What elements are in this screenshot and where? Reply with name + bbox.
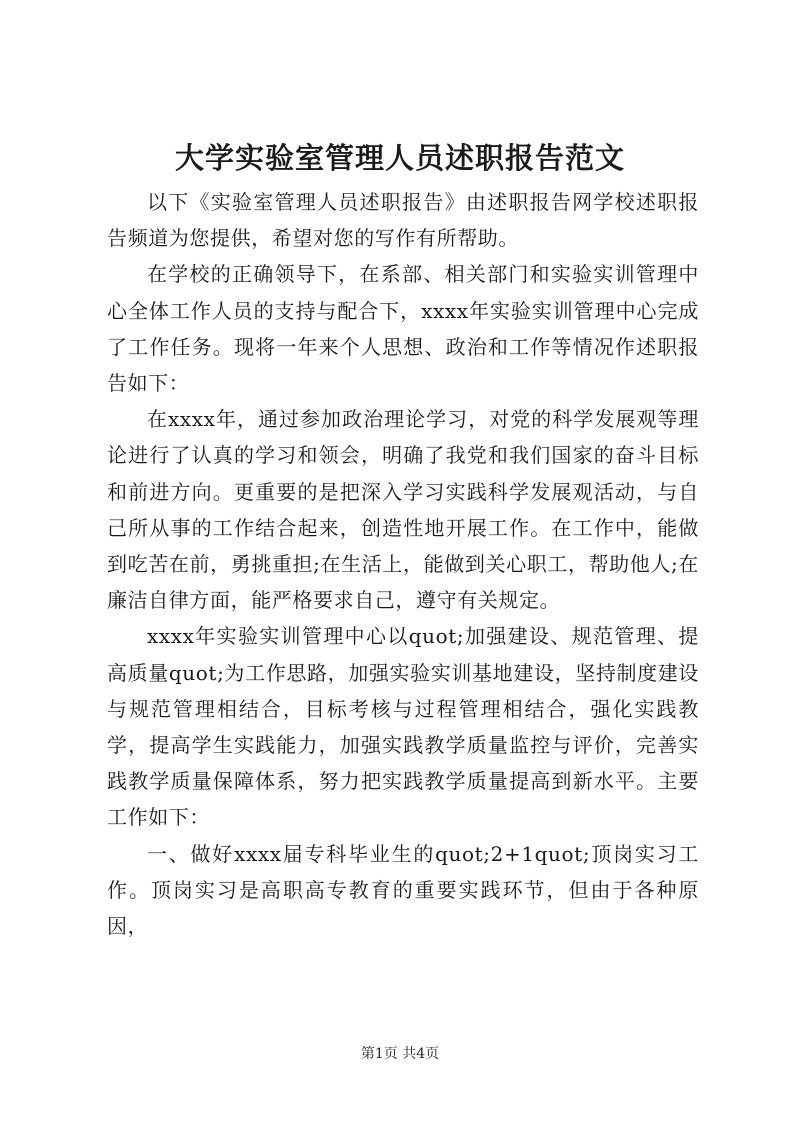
page-number-label: 第1页 共4页 bbox=[360, 1046, 440, 1062]
paragraph-overview: 在学校的正确领导下，在系部、相关部门和实验实训管理中心全体工作人员的支持与配合下，xxxx年实验实训管理中心完成了工作任务。现将一年来个人思想、政治和工作等情况作述职报告如下： bbox=[107, 262, 699, 396]
document-title: 大学实验室管理人员述职报告范文 bbox=[174, 141, 625, 175]
paragraph-intro: 以下《实验室管理人员述职报告》由述职报告网学校述职报告频道为您提供，希望对您的写作有所帮助。 bbox=[107, 190, 699, 251]
paragraph-internship: 一、做好xxxx届专科毕业生的quot;2+1quot;顶岗实习工作。顶岗实习是高职高专教育的重要实践环节，但由于各种原因， bbox=[107, 841, 699, 939]
page-footer bbox=[0, 1044, 800, 1064]
paragraph-political-study: 在xxxx年，通过参加政治理论学习，对党的科学发展观等理论进行了认真的学习和领会，明确了我党和我们国家的奋斗目标和前进方向。更重要的是把深入学习实践科学发展观活动，与自己所从事的工作结合起来，创造性地开展工作。在工作中，能做到吃苦在前，勇挑重担;在生活上，能做到关心职工，帮助他人;在廉洁自律方面，能严格要求自己，遵守有关规定。 bbox=[107, 407, 699, 613]
paragraph-work-approach: xxxx年实验实训管理中心以quot;加强建设、规范管理、提高质量quot;为工作思路，加强实验实训基地建设，坚持制度建设与规范管理相结合，目标考核与过程管理相结合，强化实践教学，提高学生实践能力，加强实践教学质量监控与评价，完善实践教学质量保障体系，努力把实践教学质量提高到新水平。主要工作如下： bbox=[107, 624, 699, 830]
document-body bbox=[107, 184, 699, 944]
